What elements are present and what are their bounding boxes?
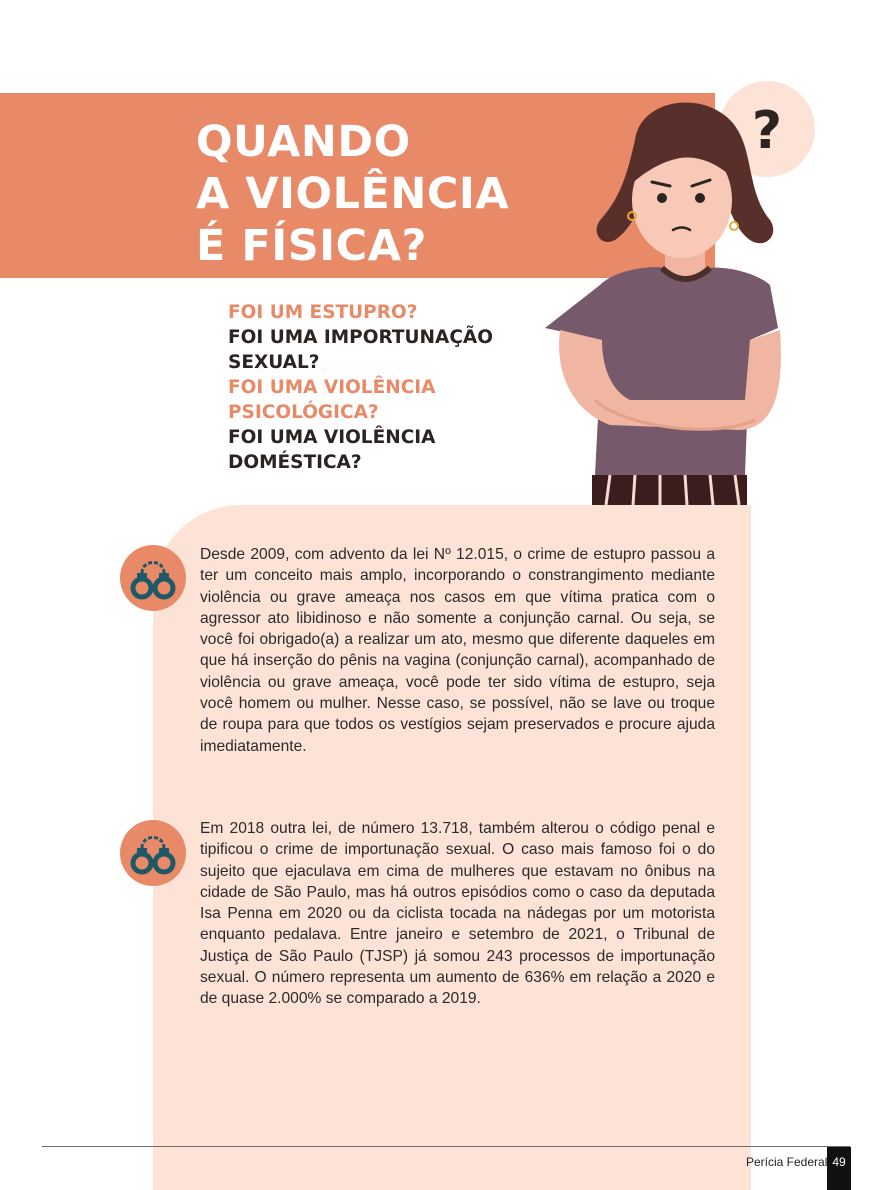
question-line: DOMÉSTICA?	[228, 452, 362, 473]
page-title	[196, 116, 509, 272]
question-mark: ?	[751, 101, 783, 161]
woman-illustration	[540, 80, 820, 505]
question-line: FOI UMA IMPORTUNAÇÃO	[228, 327, 493, 348]
questions-list	[228, 300, 493, 475]
title-line-1: QUANDO	[196, 117, 411, 167]
title-line-2: A VIOLÊNCIA	[196, 169, 510, 219]
handcuffs-icon	[120, 820, 186, 886]
title-line-3: É FÍSICA?	[196, 221, 427, 271]
paragraph-estupro: Desde 2009, com advento da lei Nº 12.015, o crime de estupro passou a ter um conceito mais amplo, incorporando o constrangimento mediante violência ou grave ameaça nos casos em que vítima pratica com o agressor ato libidinoso e não somente a conjunção carnal. Ou seja, se você foi obrigado(a) a realizar um ato, mesmo que diferente daqueles em que há inserção do pênis na vagina (conjunção carnal), acompanhado de violência ou grave ameaça, você pode ter sido vítima de estupro, seja você homem ou mulher. Nesse caso, se possível, não se lave ou troque de roupa para que todos os vestígios sejam preservados e procure ajuda imediatamente.	[200, 546, 715, 755]
question-line: FOI UMA VIOLÊNCIA	[228, 377, 436, 398]
handcuffs-icon	[120, 545, 186, 611]
question-line: SEXUAL?	[228, 352, 320, 373]
publication-name: Perícia Federal	[746, 1155, 828, 1169]
page-number: 49	[827, 1147, 851, 1190]
paragraph-importunacao: Em 2018 outra lei, de número 13.718, também alterou o código penal e tipificou o crime de importunação sexual. O caso mais famoso foi o do sujeito que ejaculava em cima de mulheres que estavam no ônibus na cidade de São Paulo, mas há outros episódios como o caso da deputada Isa Penna em 2020 ou da ciclista tocada na nádegas por um motorista enquanto pedalava. Entre janeiro e setembro de 2021, o Tribunal de Justiça de São Paulo (TJSP) já somou 243 processos de importunação sexual. O número representa um aumento de 636% em relação a 2020 e de quase 2.000% se comparado a 2019.	[200, 820, 715, 1008]
question-line: FOI UMA VIOLÊNCIA	[228, 427, 436, 448]
question-line: FOI UM ESTUPRO?	[228, 302, 418, 323]
footer-divider	[42, 1146, 850, 1147]
question-line: PSICOLÓGICA?	[228, 402, 379, 423]
